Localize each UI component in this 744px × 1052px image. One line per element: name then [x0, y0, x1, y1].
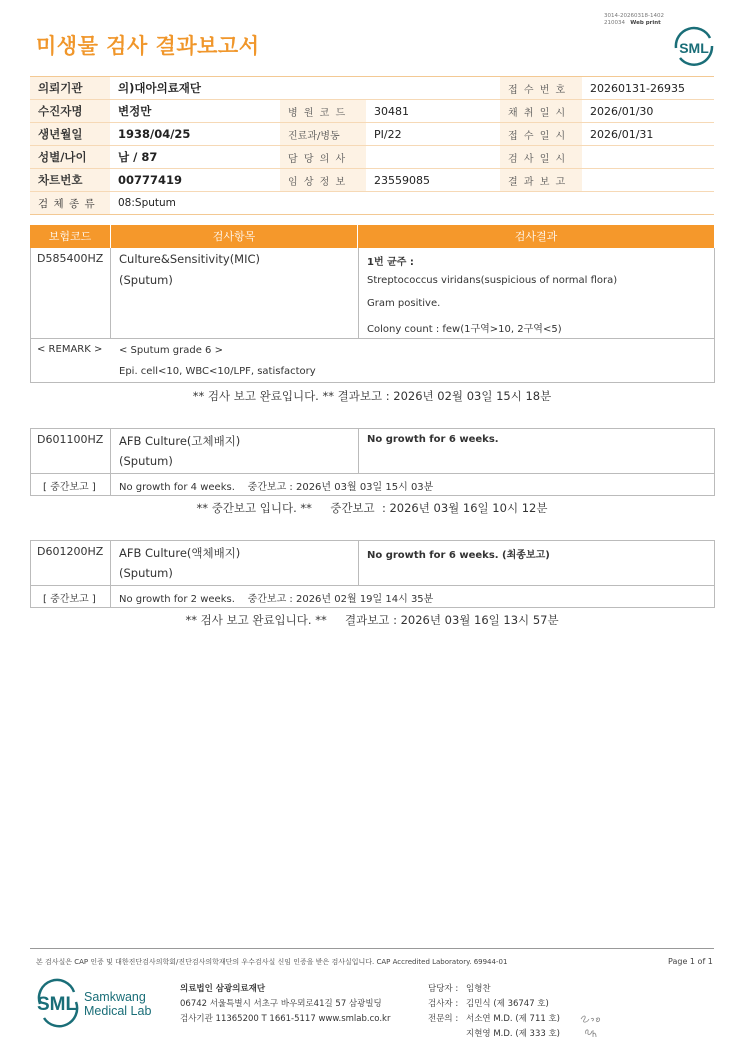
result-line: Gram positive.: [367, 298, 441, 309]
collect-label: 채 취 일 시: [500, 100, 582, 123]
report-status-note: ** 검사 보고 완료입니다. ** 결과보고 : 2026년 03월 16일 13시 57분: [185, 613, 559, 627]
dob-label: 생년월일: [30, 123, 110, 146]
dept-label: 진료과/병동: [280, 123, 366, 146]
result-value: No growth for 6 weeks.: [367, 434, 499, 445]
test-date-value: [582, 146, 714, 169]
staff-name: 임형찬: [466, 984, 491, 994]
logo-line2: Medical Lab: [84, 1004, 152, 1018]
institution-contact: 검사기관 11365200 T 1661-5117 www.smlab.co.kr: [180, 1014, 391, 1024]
receipt-label: 접 수 일 시: [500, 123, 582, 146]
result-block-afb-solid: [30, 428, 715, 496]
sexage-label: 성별/나이: [30, 146, 110, 169]
page-number: Page 1 of 1: [668, 957, 713, 966]
result-block-afb-liquid: [30, 540, 715, 608]
interim-value: No growth for 4 weeks. 중간보고 : 2026년 03월 03일 15시 03분: [119, 482, 434, 493]
result-line: Streptococcus viridans(suspicious of normal flora): [367, 275, 618, 286]
patient-info-table: [30, 76, 714, 215]
institution-address: 06742 서울특별시 서초구 바우뫼로41길 57 삼광빌딩: [180, 999, 382, 1009]
staff-name: 지현영 M.D. (제 333 호): [466, 1029, 561, 1039]
staff-name: 서소연 M.D. (제 711 호): [466, 1014, 561, 1024]
result-line: 1번 균주 :: [367, 257, 414, 268]
remark-line: < Sputum grade 6 >: [119, 345, 223, 356]
footer-divider: [30, 948, 714, 949]
result-item-specimen: (Sputum): [119, 454, 173, 468]
staff-role: 검사자 :: [428, 999, 459, 1009]
dob-value: 1938/04/25: [110, 123, 280, 146]
report-status-note: ** 중간보고 입니다. ** 중간보고 : 2026년 03월 16일 10시 12분: [196, 501, 548, 515]
collect-value: 2026/01/30: [582, 100, 714, 123]
signature-icon: [578, 1010, 608, 1040]
doctor-value: [366, 146, 500, 169]
institution-info: [180, 982, 390, 1027]
specimen-label: 검 체 종 류: [30, 192, 110, 215]
logo-text: SML: [37, 994, 78, 1015]
test-date-label: 검 사 일 시: [500, 146, 582, 169]
col-code-header: 보험코드: [48, 230, 92, 243]
specimen-value: 08:Sputum: [110, 192, 714, 215]
hosp-code-label: 병 원 코 드: [280, 100, 366, 123]
staff-name: 김민식 (제 36747 호): [466, 999, 549, 1009]
staff-role: 전문의 :: [428, 1014, 459, 1024]
result-code: D585400HZ: [37, 252, 104, 265]
remark-label: < REMARK >: [37, 344, 103, 355]
result-item: Culture&Sensitivity(MIC): [119, 252, 261, 266]
result-block-culture: [30, 248, 715, 383]
institution-name: 의료법인 삼광의료재단: [180, 984, 266, 994]
staff-list: [428, 982, 560, 1042]
sexage-value: 남 / 87: [110, 146, 280, 169]
result-code: D601100HZ: [37, 433, 104, 446]
print-code: 3014-20260318-1402 210034 Web print: [604, 13, 664, 26]
result-item: AFB Culture(액체배지): [119, 546, 241, 560]
report-label: 결 과 보 고: [500, 169, 582, 192]
name-label: 수진자명: [30, 100, 110, 123]
report-status-note: ** 검사 보고 완료입니다. ** 결과보고 : 2026년 02월 03일 15시 18분: [192, 389, 552, 403]
interim-label: [ 중간보고 ]: [43, 482, 96, 493]
staff-role: 담당자 :: [428, 984, 459, 994]
accession-label: 접 수 번 호: [500, 77, 582, 100]
sml-logo-icon: [672, 26, 716, 66]
name-value: 변정만: [110, 100, 280, 123]
result-item-specimen: (Sputum): [119, 566, 173, 580]
results-header: [30, 225, 714, 248]
report-value: [582, 169, 714, 192]
result-item-specimen: (Sputum): [119, 273, 173, 287]
req-inst-label: 의뢰기관: [30, 77, 110, 100]
doctor-label: 담 당 의 사: [280, 146, 366, 169]
clinical-label: 임 상 정 보: [280, 169, 366, 192]
result-item: AFB Culture(고체배지): [119, 434, 241, 448]
result-value: No growth for 6 weeks. (최종보고): [367, 550, 550, 561]
accession-value: 20260131-26935: [582, 77, 714, 100]
page-title: 미생물 검사 결과보고서: [36, 34, 260, 58]
logo-line1: Samkwang: [84, 990, 146, 1004]
interim-label: [ 중간보고 ]: [43, 594, 96, 605]
remark-line: Epi. cell<10, WBC<10/LPF, satisfactory: [119, 366, 316, 377]
chart-value: 00777419: [110, 169, 280, 192]
col-item-header: 검사항목: [212, 230, 256, 243]
interim-value: No growth for 2 weeks. 중간보고 : 2026년 02월 19일 14시 35분: [119, 594, 434, 605]
chart-label: 차트번호: [30, 169, 110, 192]
dept-value: PI/22: [366, 123, 500, 146]
clinical-value: 23559085: [366, 169, 500, 192]
result-code: D601200HZ: [37, 545, 104, 558]
result-line: Colony count : few(1구역>10, 2구역<5): [367, 324, 562, 335]
samkwang-logo: [36, 978, 156, 1030]
req-inst-value: 의)대아의료재단: [110, 77, 500, 100]
cap-certification: 본 검사실은 CAP 인증 및 대한진단검사의학회/진단검사의학재단의 우수검사실 신임 인증을 받은 검사실입니다. CAP Accredited Laboratory. 69944-01: [36, 958, 508, 966]
receipt-value: 2026/01/31: [582, 123, 714, 146]
svg-text:SML: SML: [679, 40, 709, 56]
col-result-header: 검사결과: [514, 230, 558, 243]
hosp-code-value: 30481: [366, 100, 500, 123]
